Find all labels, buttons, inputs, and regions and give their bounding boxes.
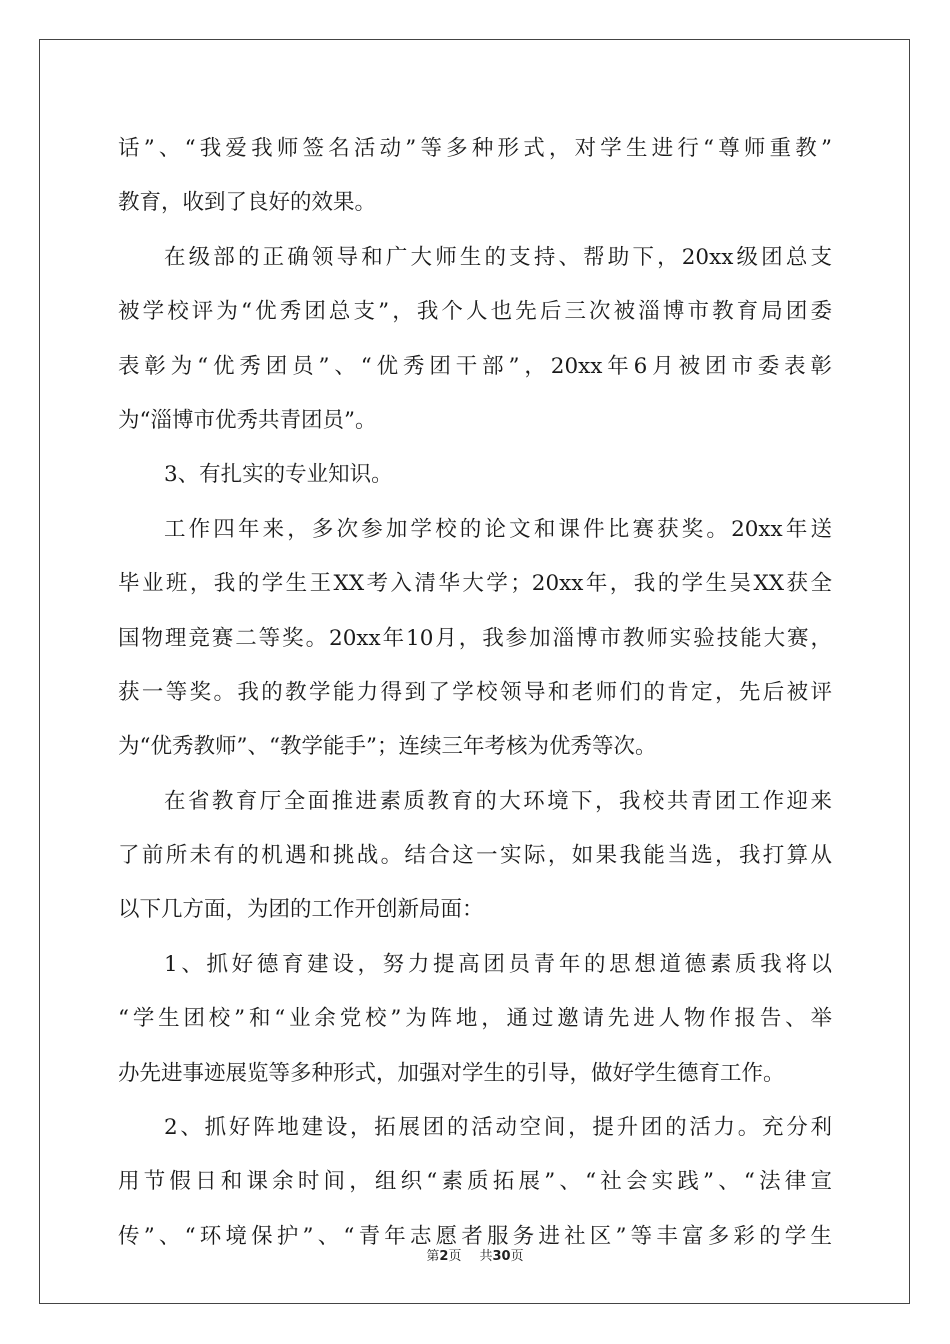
page-number-current: 2 <box>439 1249 449 1264</box>
text-line: 1、抓好德育建设，努力提高团员青年的思想道德素质我将以 <box>164 951 832 977</box>
page-footer <box>0 1245 950 1264</box>
text-line: 在省教育厅全面推进素质教育的大环境下，我校共青团工作迎来 <box>164 788 832 814</box>
page-total-prefix: 共 <box>479 1249 493 1264</box>
page-number-prefix: 第 <box>426 1249 440 1264</box>
text-line: 表彰为“优秀团员”、“优秀团干部”，20xx年6月被团市委表彰 <box>118 353 832 379</box>
text-line: 为“优秀教师”、“教学能手”；连续三年考核为优秀等次。 <box>118 734 657 760</box>
page-total-count: 30 <box>492 1249 511 1264</box>
text-line: 2、抓好阵地建设，拓展团的活动空间，提升团的活力。充分利 <box>164 1115 832 1141</box>
text-line: 在级部的正确领导和广大师生的支持、帮助下，20xx级团总支 <box>164 244 832 270</box>
text-line: 以下几方面，为团的工作开创新局面： <box>118 897 484 923</box>
text-line: 办先进事迹展览等多种形式，加强对学生的引导，做好学生德育工作。 <box>118 1060 785 1086</box>
page-number-suffix: 页 <box>448 1249 462 1264</box>
text-line: 为“淄博市优秀共青团员”。 <box>118 407 377 433</box>
text-line: 国物理竞赛二等奖。20xx年10月，我参加淄博市教师实验技能大赛， <box>118 625 832 651</box>
text-line: “学生团校”和“业余党校”为阵地，通过邀请先进人物作报告、举 <box>118 1006 832 1032</box>
text-line: 获一等奖。我的教学能力得到了学校领导和老师们的肯定，先后被评 <box>118 679 832 705</box>
text-line: 了前所未有的机遇和挑战。结合这一实际，如果我能当选，我打算从 <box>118 843 832 869</box>
text-line: 传”、“环境保护”、“青年志愿者服务进社区”等丰富多彩的学生 <box>118 1223 832 1249</box>
text-line: 3、有扎实的专业知识。 <box>164 462 393 488</box>
document-body <box>118 122 832 1264</box>
page-total-suffix: 页 <box>510 1249 524 1264</box>
text-line: 毕业班，我的学生王XX考入清华大学；20xx年，我的学生吴XX获全 <box>118 571 832 597</box>
text-line: 教育，收到了良好的效果。 <box>118 190 377 216</box>
text-line: 被学校评为“优秀团总支”，我个人也先后三次被淄博市教育局团委 <box>118 299 832 325</box>
text-line: 用节假日和课余时间，组织“素质拓展”、“社会实践”、“法律宣 <box>118 1169 832 1195</box>
text-line: 话”、“我爱我师签名活动”等多种形式，对学生进行“尊师重教” <box>118 136 832 161</box>
text-line: 工作四年来，多次参加学校的论文和课件比赛获奖。20xx年送 <box>164 516 832 542</box>
